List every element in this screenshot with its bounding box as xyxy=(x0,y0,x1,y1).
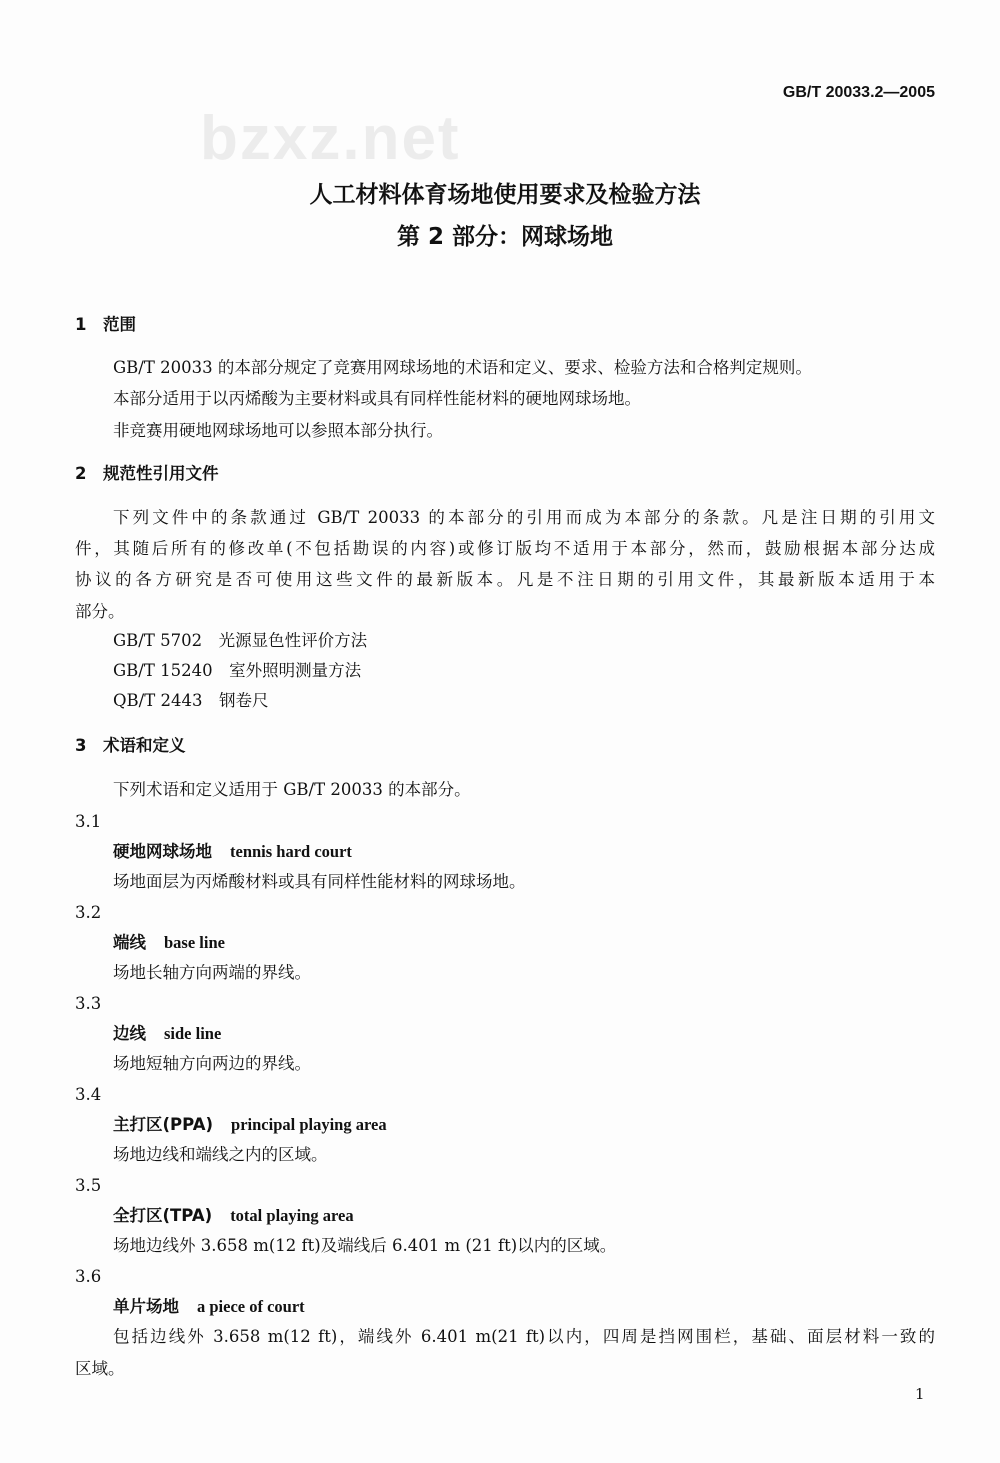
term-zh: 全打区(TPA) xyxy=(113,1206,213,1225)
term-number: 3.1 xyxy=(75,812,102,831)
reference-item xyxy=(113,630,367,652)
term-name xyxy=(113,1296,305,1318)
page-number: 1 xyxy=(915,1385,925,1403)
term-en: total playing area xyxy=(230,1206,354,1225)
term-definition: 场地边线外 3.658 m(12 ft)及端线后 6.401 m (21 ft)以内的区域。 xyxy=(113,1236,617,1255)
term-zh: 端线 xyxy=(113,933,146,952)
term-definition: 包括边线外 3.658 m(12 ft)，端线外 6.401 m(21 ft)以内，四周是挡网围栏，基础、面层材料一致的 xyxy=(113,1327,935,1346)
term-name xyxy=(113,1114,387,1136)
body-line: 下列文件中的条款通过 GB/T 20033 的本部分的引用而成为本部分的条款。凡是注日期的引用文 xyxy=(113,508,935,527)
title-line-1: 人工材料体育场地使用要求及检验方法 xyxy=(309,182,701,208)
term-number: 3.6 xyxy=(75,1267,102,1286)
term-zh: 边线 xyxy=(113,1024,146,1043)
term-name xyxy=(113,1023,221,1045)
term-zh: 硬地网球场地 xyxy=(113,842,212,861)
term-definition: 场地长轴方向两端的界线。 xyxy=(113,963,311,982)
ref-title: 光源显色性评价方法 xyxy=(218,631,368,650)
ref-code: QB/T 2443 xyxy=(113,691,203,710)
body-line: 部分。 xyxy=(75,602,125,621)
term-definition: 场地边线和端线之内的区域。 xyxy=(113,1145,328,1164)
body-line: 件，其随后所有的修改单(不包括勘误的内容)或修订版均不适用于本部分，然而，鼓励根据本部分达成 xyxy=(75,539,935,558)
term-en: a piece of court xyxy=(197,1297,305,1316)
term-number: 3.3 xyxy=(75,994,102,1013)
section-2-heading: 2 规范性引用文件 xyxy=(75,464,219,483)
body-line: GB/T 20033 的本部分规定了竞赛用网球场地的术语和定义、要求、检验方法和合格判定规则。 xyxy=(113,358,812,377)
body-line: 下列术语和定义适用于 GB/T 20033 的本部分。 xyxy=(113,780,471,799)
term-name xyxy=(113,1205,354,1227)
watermark: bzxz.net xyxy=(200,104,461,173)
ref-code: GB/T 5702 xyxy=(113,631,203,650)
term-number: 3.5 xyxy=(75,1176,102,1195)
body-line: 本部分适用于以丙烯酸为主要材料或具有同样性能材料的硬地网球场地。 xyxy=(113,389,641,408)
term-definition-cont: 区域。 xyxy=(75,1359,125,1378)
standard-number: GB/T 20033.2—2005 xyxy=(782,84,935,101)
term-definition: 场地面层为丙烯酸材料或具有同样性能材料的网球场地。 xyxy=(113,872,526,891)
term-en: principal playing area xyxy=(231,1115,387,1134)
section-1-heading: 1 范围 xyxy=(75,315,136,334)
term-name xyxy=(113,841,352,863)
ref-code: GB/T 15240 xyxy=(113,661,213,680)
title-line-2: 第 2 部分：网球场地 xyxy=(396,224,614,250)
section-3-heading: 3 术语和定义 xyxy=(75,736,186,755)
term-en: side line xyxy=(164,1024,222,1043)
ref-title: 室外照明测量方法 xyxy=(229,661,362,680)
reference-item xyxy=(113,660,361,682)
term-en: tennis hard court xyxy=(230,842,352,861)
term-zh: 主打区(PPA) xyxy=(113,1115,214,1134)
term-number: 3.2 xyxy=(75,903,102,922)
term-zh: 单片场地 xyxy=(113,1297,179,1316)
ref-title: 钢卷尺 xyxy=(218,691,269,710)
term-definition: 场地短轴方向两边的界线。 xyxy=(113,1054,311,1073)
term-en: base line xyxy=(164,933,225,952)
body-line: 非竞赛用硬地网球场地可以参照本部分执行。 xyxy=(113,421,443,440)
term-name xyxy=(113,932,225,954)
reference-item xyxy=(113,690,268,712)
body-line: 协议的各方研究是否可使用这些文件的最新版本。凡是不注日期的引用文件，其最新版本适用于本 xyxy=(75,570,935,589)
term-number: 3.4 xyxy=(75,1085,102,1104)
